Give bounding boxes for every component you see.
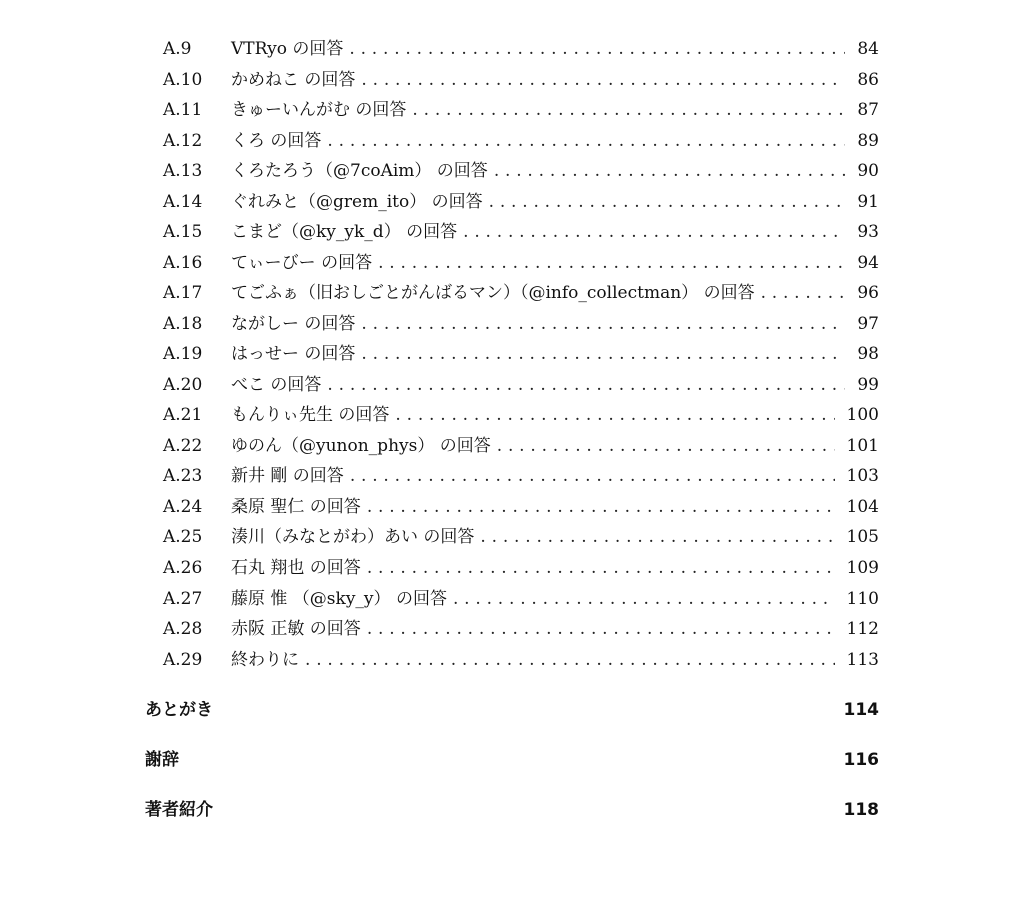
page-number: 113 (846, 650, 879, 670)
dot-leader (489, 190, 846, 214)
dot-leader (395, 403, 834, 427)
toc-entry[interactable] (163, 190, 879, 214)
section-number: A.15 (163, 222, 203, 242)
dot-leader (367, 556, 835, 580)
toc-chapter-entry[interactable] (145, 697, 879, 723)
toc-chapter-entry[interactable] (145, 747, 879, 773)
section-title: くろたろう（@7coAim） の回答 (231, 161, 488, 181)
toc-entry[interactable] (163, 342, 879, 366)
section-number: A.20 (163, 375, 203, 395)
page-number: 105 (846, 527, 879, 547)
dot-leader (361, 342, 845, 366)
chapter-title: 謝辞 (145, 750, 179, 770)
page-number: 103 (846, 466, 879, 486)
toc-entry[interactable] (163, 312, 879, 336)
chapter-title: あとがき (145, 700, 213, 720)
section-title: はっせー の回答 (231, 344, 356, 364)
section-title: てぃーびー の回答 (231, 253, 373, 273)
page-number: 98 (857, 344, 879, 364)
toc-entry[interactable] (163, 464, 879, 488)
section-title: ゆのん（@yunon_phys） の回答 (231, 436, 491, 456)
section-title: てごふぁ（旧おしごとがんばるマン）（@info_collectman） の回答 (231, 283, 755, 303)
section-number: A.26 (163, 558, 203, 578)
section-title: 新井 剛 の回答 (231, 466, 344, 486)
toc-entry[interactable] (163, 220, 879, 244)
dot-leader (463, 220, 845, 244)
page-number: 90 (857, 161, 879, 181)
section-title: 藤原 惟 （@sky_y） の回答 (231, 589, 447, 609)
toc-entry[interactable] (163, 403, 879, 427)
section-title: 湊川（みなとがわ）あい の回答 (231, 527, 475, 547)
chapter-title: 著者紹介 (145, 800, 213, 820)
section-number: A.18 (163, 314, 203, 334)
toc-chapter-entry[interactable] (145, 797, 879, 823)
section-number: A.22 (163, 436, 203, 456)
dot-leader (361, 312, 845, 336)
section-number: A.19 (163, 344, 203, 364)
section-title: べこ の回答 (231, 375, 322, 395)
section-title: くろ の回答 (231, 131, 322, 151)
section-number: A.9 (163, 39, 192, 59)
section-number: A.12 (163, 131, 203, 151)
page-number: 100 (846, 405, 879, 425)
toc-entry[interactable] (163, 434, 879, 458)
page-number: 96 (857, 283, 879, 303)
dot-leader (453, 587, 835, 611)
page-number: 112 (846, 619, 879, 639)
chapter-page-number: 118 (843, 800, 879, 820)
toc-entry[interactable] (163, 159, 879, 183)
section-number: A.28 (163, 619, 203, 639)
page-number: 97 (857, 314, 879, 334)
dot-leader (327, 373, 845, 397)
dot-leader (367, 617, 835, 641)
section-title: 赤阪 正敏 の回答 (231, 619, 361, 639)
toc-entry[interactable] (163, 617, 879, 641)
page-number: 110 (846, 589, 879, 609)
dot-leader (761, 281, 846, 305)
section-title: もんりぃ先生 の回答 (231, 405, 390, 425)
section-title: かめねこ の回答 (231, 70, 356, 90)
section-number: A.27 (163, 589, 203, 609)
dot-leader (494, 159, 846, 183)
page-number: 101 (846, 436, 879, 456)
section-number: A.23 (163, 466, 203, 486)
dot-leader (350, 464, 835, 488)
toc-entry[interactable] (163, 68, 879, 92)
toc-entry[interactable] (163, 495, 879, 519)
chapter-page-number: 116 (843, 750, 879, 770)
section-number: A.17 (163, 283, 203, 303)
section-number: A.25 (163, 527, 203, 547)
toc-entry[interactable] (163, 648, 879, 672)
toc-entry[interactable] (163, 281, 879, 305)
page-number: 91 (857, 192, 879, 212)
page-number: 86 (857, 70, 879, 90)
page-number: 94 (857, 253, 879, 273)
section-title: 石丸 翔也 の回答 (231, 558, 361, 578)
section-title: きゅーいんがむ の回答 (231, 100, 407, 120)
section-title: 桑原 聖仁 の回答 (231, 497, 361, 517)
toc-entry[interactable] (163, 525, 879, 549)
toc-entry[interactable] (163, 129, 879, 153)
dot-leader (378, 251, 845, 275)
section-number: A.24 (163, 497, 203, 517)
section-title: VTRyo の回答 (231, 39, 344, 59)
section-number: A.13 (163, 161, 203, 181)
page-number: 89 (857, 131, 879, 151)
dot-leader (327, 129, 845, 153)
dot-leader (497, 434, 835, 458)
section-number: A.10 (163, 70, 203, 90)
page-number: 104 (846, 497, 879, 517)
dot-leader (412, 98, 845, 122)
page-number: 84 (857, 39, 879, 59)
chapter-page-number: 114 (843, 700, 879, 720)
page-number: 109 (846, 558, 879, 578)
section-number: A.21 (163, 405, 203, 425)
dot-leader (361, 68, 845, 92)
toc-entry[interactable] (163, 556, 879, 580)
section-number: A.14 (163, 192, 203, 212)
section-title: 終わりに (231, 650, 299, 670)
toc-entry[interactable] (163, 37, 879, 61)
page-number: 87 (857, 100, 879, 120)
section-title: こまど（@ky_yk_d） の回答 (231, 222, 458, 242)
dot-leader (349, 37, 845, 61)
toc-entry[interactable] (163, 98, 879, 122)
toc-entry[interactable] (163, 587, 879, 611)
section-title: ながしー の回答 (231, 314, 356, 334)
toc-entry[interactable] (163, 251, 879, 275)
section-number: A.29 (163, 650, 203, 670)
toc-entry[interactable] (163, 373, 879, 397)
section-number: A.16 (163, 253, 203, 273)
dot-leader (367, 495, 835, 519)
page-number: 93 (857, 222, 879, 242)
dot-leader (305, 648, 835, 672)
dot-leader (480, 525, 834, 549)
page-number: 99 (857, 375, 879, 395)
section-number: A.11 (163, 100, 203, 120)
section-title: ぐれみと（@grem_ito） の回答 (231, 192, 483, 212)
